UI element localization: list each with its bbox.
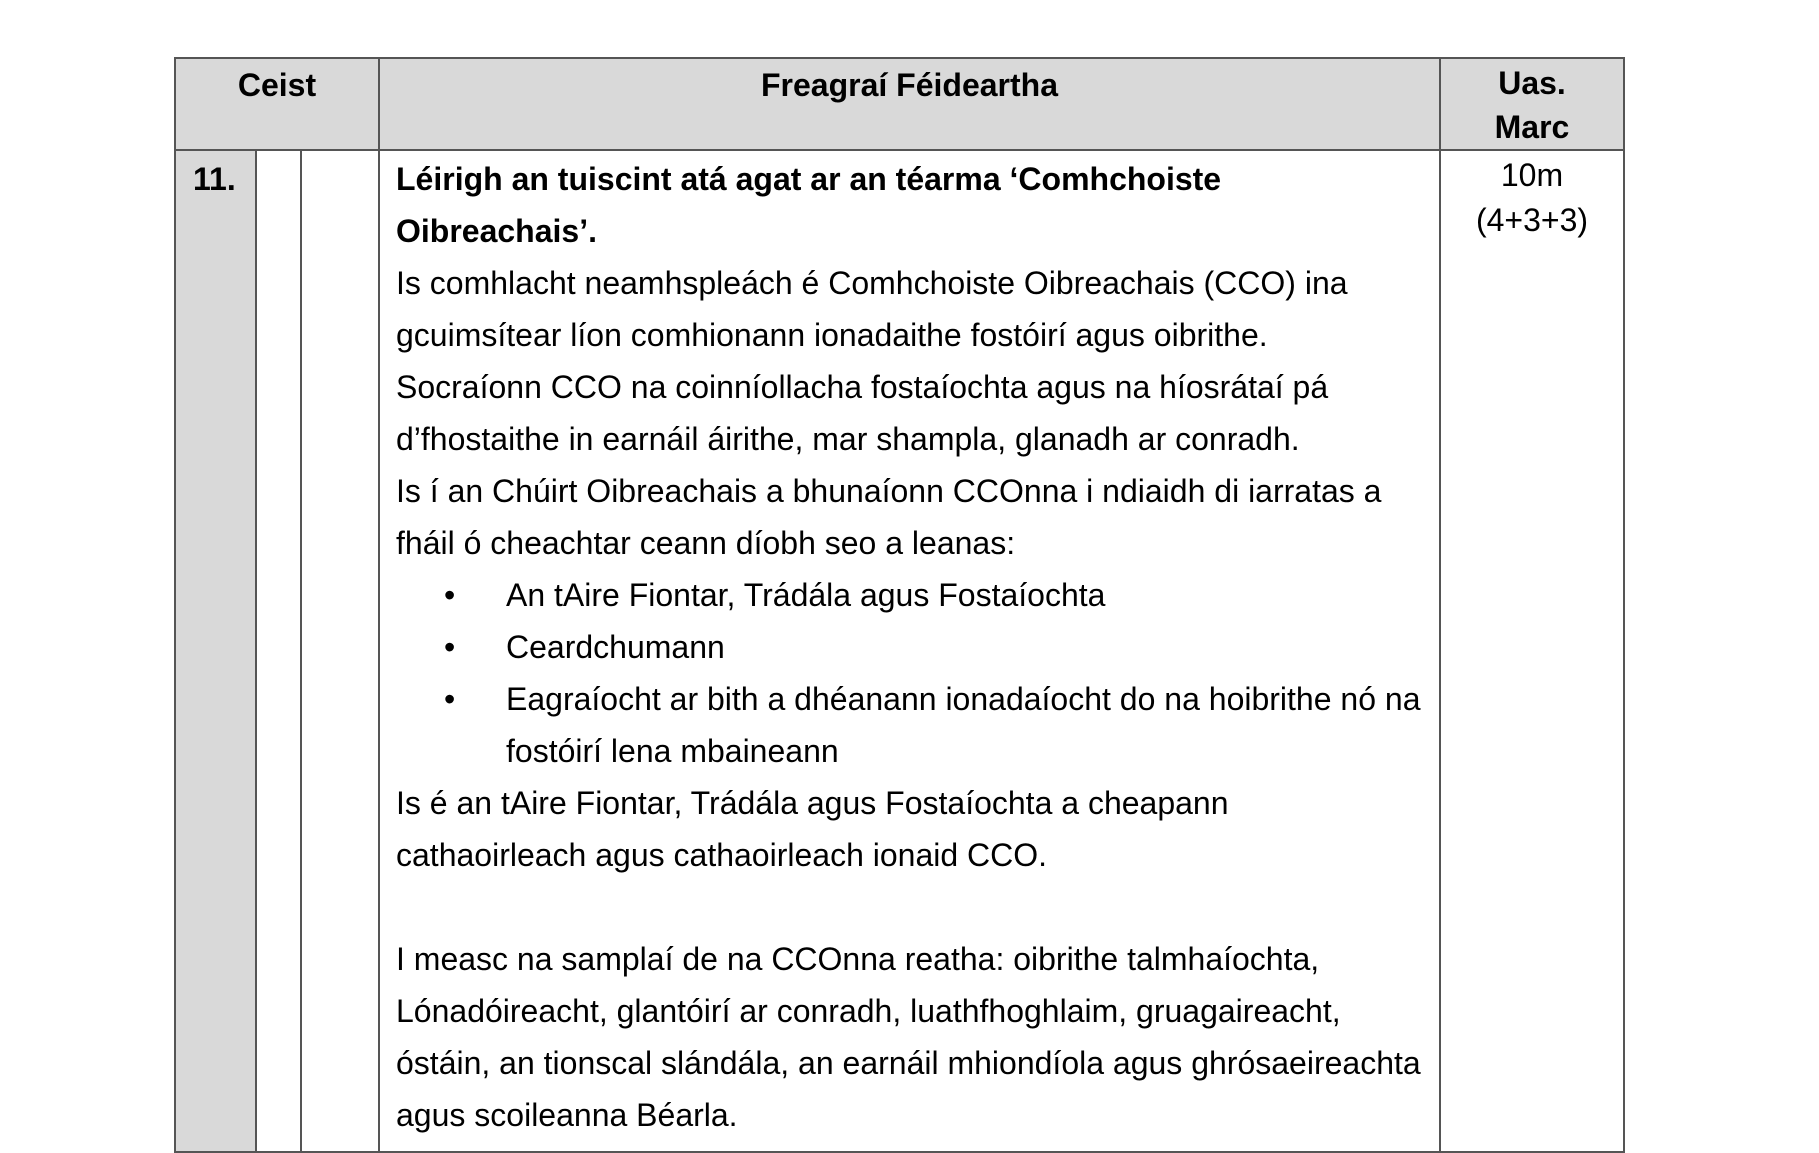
header-freagrai: Freagraí Féideartha [379, 58, 1440, 150]
marks-cell [1440, 150, 1624, 1152]
bullet-item [444, 673, 1425, 777]
bullet-icon: • [444, 629, 456, 665]
answer-paragraph-1: Is comhlacht neamhspleách é Comhchoiste Oibreachais (CCO) ina gcuimsítear líon comhionann ionadaithe fostóirí agus oibrithe. [396, 265, 1348, 353]
bullet-icon: • [444, 577, 456, 613]
marks-breakdown: (4+3+3) [1475, 202, 1589, 238]
marking-scheme-table [174, 57, 1625, 1153]
blank-line [396, 881, 1425, 933]
bullet-list [396, 569, 1425, 777]
question-row [175, 150, 1624, 1152]
bullet-text: Eagraíocht ar bith a dhéanann ionadaíocht do na hoibrithe nó na fostóirí lena mbaineann [506, 681, 1421, 769]
bullet-item [444, 569, 1425, 621]
answer-paragraph-3: Is í an Chúirt Oibreachais a bhunaíonn CCOnna i ndiaidh di iarratas a fháil ó cheachtar ceann díobh seo a leanas: [396, 473, 1382, 561]
answer-paragraph-4: Is é an tAire Fiontar, Trádála agus Fostaíochta a cheapann cathaoirleach agus cathaoirleach ionaid CCO. [396, 785, 1229, 873]
header-uas-marc [1440, 58, 1624, 150]
sub-part-cell [256, 150, 301, 1152]
answer-paragraph-5: I measc na samplaí de na CCOnna reatha: oibrithe talmhaíochta, Lónadóireacht, glantóirí ar conradh, luathfhoghlaim, gruagaireacht, óstáin, an tionscal slándála, an earnáil mhiondíola agus ghrósaeireachta agus scoileanna Béarla. [396, 941, 1421, 1133]
bullet-icon: • [444, 681, 456, 717]
answer-paragraph-2: Socraíonn CCO na coinníollacha fostaíochta agus na híosrátaí pá d’fhostaithe in earnáil áirithe, mar shampla, glanadh ar conradh. [396, 369, 1329, 457]
header-uas-line2: Marc [1494, 109, 1570, 145]
marks-total: 10m [1500, 157, 1564, 193]
header-ceist: Ceist [175, 58, 379, 150]
header-uas-line1: Uas. [1498, 65, 1566, 101]
question-number: 11. [175, 150, 256, 1152]
sub-sub-part-cell [301, 150, 379, 1152]
question-text: Léirigh an tuiscint atá agat ar an téarma ‘Comhchoiste Oibreachais’. [396, 161, 1222, 249]
answer-cell [379, 150, 1440, 1152]
header-row [175, 58, 1624, 150]
bullet-text: Ceardchumann [506, 629, 725, 665]
bullet-text: An tAire Fiontar, Trádála agus Fostaíochta [506, 577, 1106, 613]
bullet-item [444, 621, 1425, 673]
